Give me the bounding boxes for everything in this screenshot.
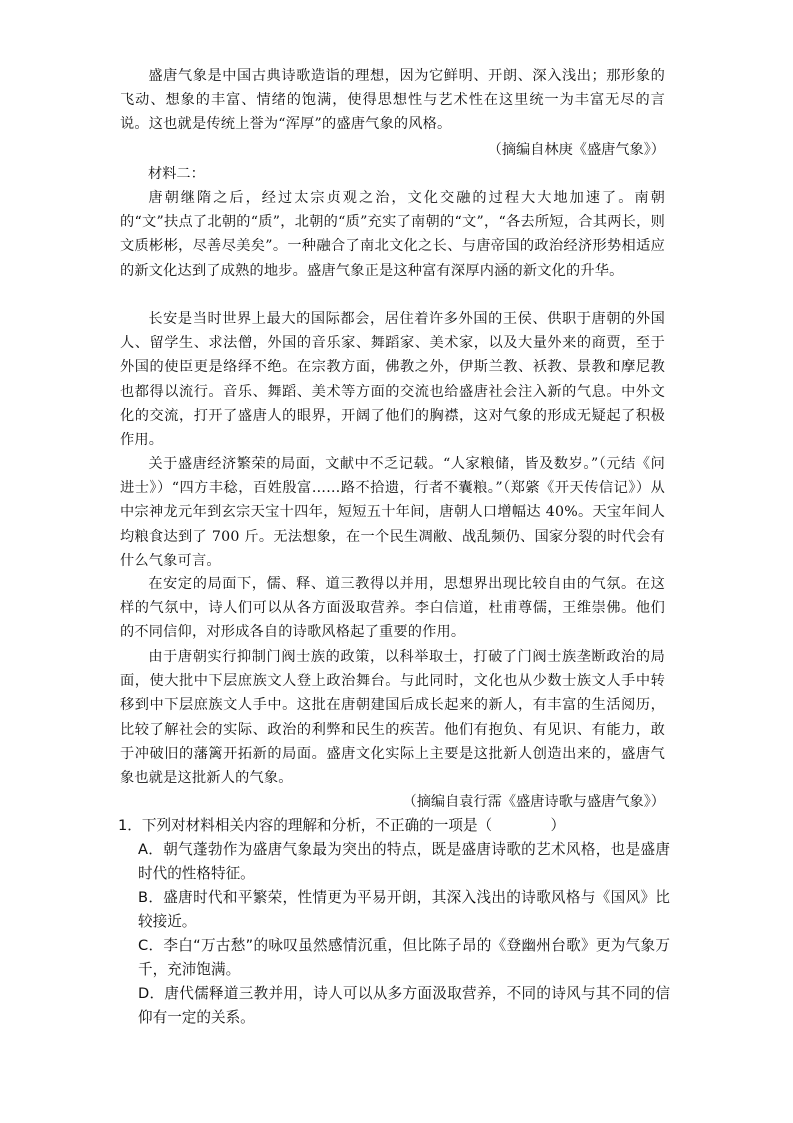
material2-label: 材料二： xyxy=(148,166,205,182)
material1-closing-paragraph: 盛唐气象是中国古典诗歌造诣的理想，因为它鲜明、开朗、深入浅出；那形象的飞动、想象的丰富、情绪的饱满，使得思想性与艺术性在这里统一为丰富无尽的言说。这也就是传统上誉为“浑厚”的盛唐气象的风格。 xyxy=(120,68,665,133)
material2-paragraph-4: 在安定的局面下，儒、释、道三教得以并用，思想界出现比较自由的气氛。在这样的气氛中，诗人们可以从各方面汲取营养。李白信道，杜甫尊儒，王维崇佛。他们的不同信仰，对形成各自的诗歌风格起了重要的作用。 xyxy=(120,576,665,641)
question-1-stem: 1．下列对材料相关内容的理解和分析，不正确的一项是（ ） xyxy=(118,817,566,834)
material2-paragraph-5: 由于唐朝实行抑制门阀士族的政策，以科举取士，打破了门阀士族垄断政治的局面，使大批中下层庶族文人登上政治舞台。与此同时，文化也从少数士族文人手中转移到中下层庶族文人手中。这批在唐朝建国后成长起来的新人，有丰富的生活阅历，比较了解社会的实际、政治的利弊和民生的疾苦。他们有抱负、有见识、有能力，敢于冲破旧的藩篱开拓新的局面。盛唐文化实际上主要是这批新人创造出来的，盛唐气象也就是这批新人的气象。 xyxy=(120,649,665,787)
question-1-option-a[interactable]: A．朝气蓬勃作为盛唐气象最为突出的特点，既是盛唐诗歌的艺术风格，也是盛唐时代的性格特征。 xyxy=(138,841,670,882)
question-1-option-b[interactable]: B．盛唐时代和平繁荣，性情更为平易开朗，其深入浅出的诗歌风格与《国风》比较接近。 xyxy=(138,889,670,930)
source-citation-1: （摘编自林庚《盛唐气象》） xyxy=(487,142,665,158)
source-citation-2: （摘编自袁行霈《盛唐诗歌与盛唐气象》） xyxy=(402,794,665,810)
material2-paragraph-3: 关于盛唐经济繁荣的局面，文献中不乏记载。“人家粮储，皆及数岁。”（元结《问进士》）“四方丰稔，百姓殷富……路不拾遗，行者不囊粮。”（郑綮《开天传信记》）从中宗神龙元年到玄宗天宝十四年，短短五十年间，唐朝人口增幅达 40%。天宝年间人均粮食达到了 700 斤。无法想象，在一个民生凋敝、战乱频仍、国家分裂的时代会有什么气象可言。 xyxy=(120,456,665,569)
material2-paragraph-2: 长安是当时世界上最大的国际都会，居住着许多外国的王侯、供职于唐朝的外国人、留学生、求法僧，外国的音乐家、舞蹈家、美术家，以及大量外来的商贾，至于外国的使臣更是络绎不绝。在宗教方面，佛教之外，伊斯兰教、袄教、景教和摩尼教也都得以流行。音乐、舞蹈、美术等方面的交流也给盛唐社会注入新的气息。中外文化的交流，打开了盛唐人的眼界，开阔了他们的胸襟，这对气象的形成无疑起了积极作用。 xyxy=(120,311,665,449)
material2-paragraph-1: 唐朝继隋之后，经过太宗贞观之治，文化交融的过程大大地加速了。南朝的“文”扶点了北朝的“质”，北朝的“质”充实了南朝的“文”，“各去所短，合其两长，则文质彬彬，尽善尽美矣”。一种融合了南北文化之长、与唐帝国的政治经济形势相适应的新文化达到了成熟的地步。盛唐气象正是这种富有深厚内涵的新文化的升华。 xyxy=(120,190,665,279)
question-1-option-c[interactable]: C．李白“万古愁”的咏叹虽然感情沉重，但比陈子昂的《登幽州台歌》更为气象万千，充沛饱满。 xyxy=(138,937,670,978)
question-1-option-d[interactable]: D．唐代儒释道三教并用，诗人可以从多方面汲取营养，不同的诗风与其不同的信仰有一定的关系。 xyxy=(138,985,670,1026)
